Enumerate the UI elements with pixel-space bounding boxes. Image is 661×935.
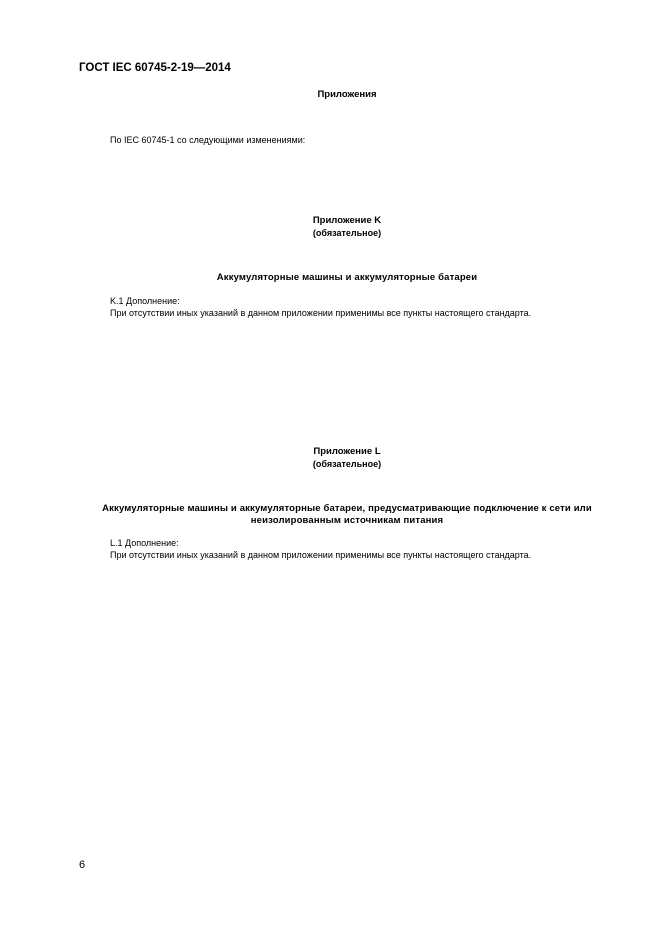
annex-l-clause-label: L.1 Дополнение: xyxy=(110,538,179,548)
annex-k-title: Приложение K xyxy=(312,215,382,226)
annex-l-clause-text: При отсутствии иных указаний в данном приложении применимы все пункты настоящего стандарта. xyxy=(110,550,532,560)
document-id: ГОСТ IEC 60745-2-19—2014 xyxy=(79,62,231,74)
annex-k-heading: Аккумуляторные машины и аккумуляторные батареи xyxy=(216,272,478,283)
page-number: 6 xyxy=(79,859,86,871)
annex-l-status: (обязательное) xyxy=(312,459,382,469)
annex-l-title: Приложение L xyxy=(313,446,381,457)
appendices-intro: По IEC 60745-1 со следующими изменениями: xyxy=(110,135,306,145)
appendices-title: Приложения xyxy=(317,89,377,100)
annex-l-heading-line1: Аккумуляторные машины и аккумуляторные батареи, предусматривающие подключение к сети или xyxy=(102,503,592,514)
annex-k-clause-text: При отсутствии иных указаний в данном приложении применимы все пункты настоящего стандарта. xyxy=(110,308,532,318)
annex-k-clause-label: K.1 Дополнение: xyxy=(110,296,180,306)
annex-k-status: (обязательное) xyxy=(312,228,382,238)
annex-l-heading-line2: неизолированным источникам питания xyxy=(250,515,444,526)
